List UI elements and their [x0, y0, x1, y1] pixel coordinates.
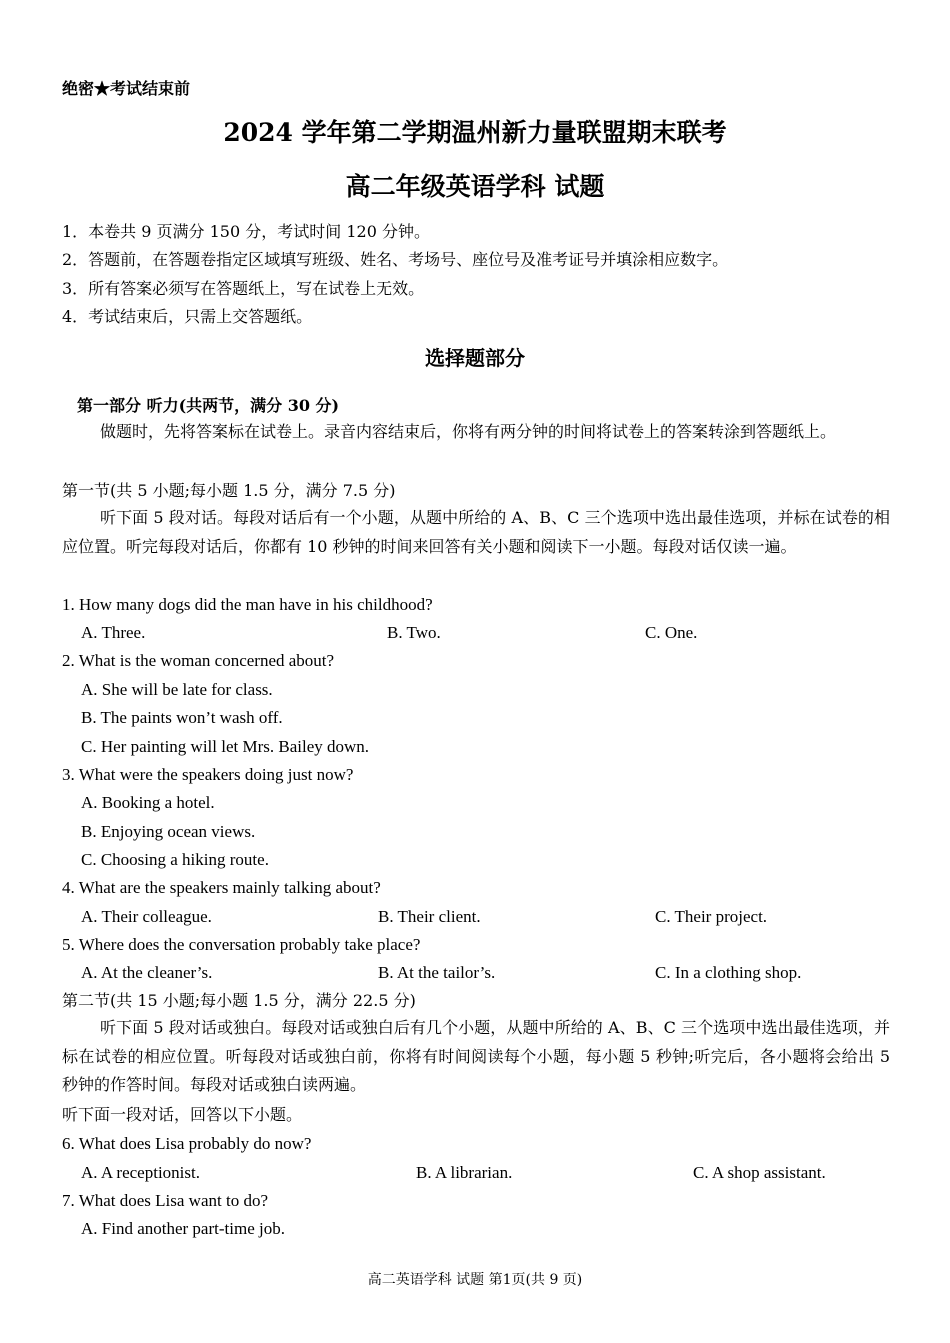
- instruction-3: 3．所有答案必须写在答题纸上，写在试卷上无效。: [62, 279, 425, 298]
- question-7-stem: 7. What does Lisa want to do?: [62, 1191, 269, 1210]
- dialogue-note: 听下面一段对话，回答以下小题。: [62, 1105, 303, 1124]
- exam-subtitle: 高二年级英语学科 试题: [345, 172, 605, 201]
- question-5-option-a: A. At the cleaner’s.: [81, 963, 213, 982]
- instruction-4: 4．考试结束后，只需上交答题纸。: [62, 307, 313, 326]
- part1-heading: 第一部分 听力(共两节，满分 30 分): [77, 396, 340, 415]
- question-5-option-b: B. At the tailor’s.: [378, 963, 496, 982]
- section2-heading: 第二节(共 15 小题;每小题 1.5 分，满分 22.5 分): [62, 991, 416, 1010]
- section-title: 选择题部分: [425, 346, 525, 370]
- question-1-option-c: C. One.: [645, 623, 698, 642]
- exam-title: 2024 学年第二学期温州新力量联盟期末联考: [223, 118, 727, 147]
- question-3-option-b: B. Enjoying ocean views.: [81, 822, 256, 841]
- page-footer: 高二英语学科 试题 第1页(共 9 页): [367, 1272, 583, 1288]
- question-4-option-a: A. Their colleague.: [81, 907, 212, 926]
- question-1-option-b: B. Two.: [387, 623, 441, 642]
- question-3-option-a: A. Booking a hotel.: [81, 793, 215, 812]
- question-5-option-c: C. In a clothing shop.: [655, 963, 802, 982]
- confidential-label: 绝密★考试结束前: [62, 79, 191, 98]
- section2-intro: 听下面 5 段对话或独白。每段对话或独白后有几个小题，从题中所给的 A、B、C 三个选项中选出最佳选项，并标在试卷的相应位置。听每段对话或独白前，你将有时间阅读每个小题，每小题 5 秒钟;听完后，各小题将会给出 5 秒钟的作答时间。每段对话或独白读两遍。: [62, 1018, 890, 1094]
- question-2-option-b: B. The paints won’t wash off.: [81, 708, 283, 727]
- question-1-stem: 1. How many dogs did the man have in his childhood?: [62, 595, 433, 614]
- part1-intro: 做题时，先将答案标在试卷上。录音内容结束后，你将有两分钟的时间将试卷上的答案转涂到答题纸上。: [100, 422, 837, 441]
- question-5-stem: 5. Where does the conversation probably take place?: [62, 935, 421, 954]
- instruction-2: 2．答题前，在答题卷指定区域填写班级、姓名、考场号、座位号及准考证号并填涂相应数字。: [62, 250, 729, 269]
- question-6-option-a: A. A receptionist.: [81, 1163, 200, 1182]
- question-3-stem: 3. What were the speakers doing just now?: [62, 765, 354, 784]
- question-2-option-a: A. She will be late for class.: [81, 680, 273, 699]
- question-6-option-b: B. A librarian.: [416, 1163, 513, 1182]
- section1-intro: 听下面 5 段对话。每段对话后有一个小题，从题中所给的 A、B、C 三个选项中选出最佳选项，并标在试卷的相应位置。听完每段对话后，你都有 10 秒钟的时间来回答有关小题和阅读下一小题。每段对话仅读一遍。: [62, 508, 890, 556]
- question-7-option-a: A. Find another part-time job.: [81, 1219, 285, 1238]
- question-6-stem: 6. What does Lisa probably do now?: [62, 1134, 312, 1153]
- question-1-option-a: A. Three.: [81, 623, 146, 642]
- instruction-1: 1．本卷共 9 页满分 150 分，考试时间 120 分钟。: [62, 222, 430, 241]
- question-4-stem: 4. What are the speakers mainly talking about?: [62, 878, 381, 897]
- question-4-option-b: B. Their client.: [378, 907, 481, 926]
- question-3-option-c: C. Choosing a hiking route.: [81, 850, 269, 869]
- section1-heading: 第一节(共 5 小题;每小题 1.5 分，满分 7.5 分): [62, 481, 396, 500]
- question-6-option-c: C. A shop assistant.: [693, 1163, 826, 1182]
- question-4-option-c: C. Their project.: [655, 907, 768, 926]
- question-2-stem: 2. What is the woman concerned about?: [62, 651, 335, 670]
- question-2-option-c: C. Her painting will let Mrs. Bailey down.: [81, 737, 370, 756]
